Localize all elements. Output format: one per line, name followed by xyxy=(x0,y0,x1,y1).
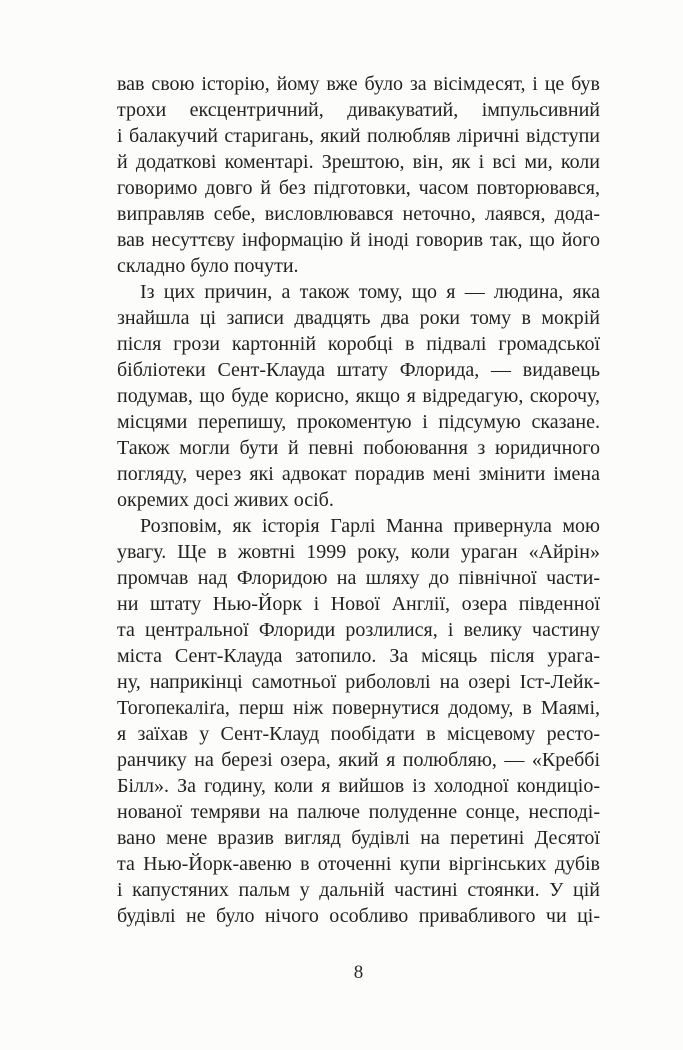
text-line: Білл». За годину, коли я вийшов із холодної кондиціо- xyxy=(117,775,600,797)
text-line: й додаткові коментарі. Зрештою, він, як і всі ми, коли xyxy=(117,151,600,173)
text-line: та Нью-Йорк-авеню в оточенні купи віргінських дубів xyxy=(117,853,600,875)
text-line: говоримо довго й без підготовки, часом повторювався, xyxy=(117,177,600,199)
text-line: вав свою історію, йому вже було за вісімдесят, і це був xyxy=(117,73,600,95)
text-line: ну, наприкінці самотньої риболовлі на озері Іст-Лейк- xyxy=(117,671,600,693)
text-line: окремих досі живих осіб. xyxy=(117,489,334,511)
text-line: нованої темряви на палюче полуденне сонце, несподі- xyxy=(117,801,600,823)
text-line: вав несуттєву інформацію й іноді говорив так, що його xyxy=(117,229,600,251)
text-line: і балакучий старигань, який полюбляв ліричні відступи xyxy=(117,125,600,147)
text-line: виправляв себе, висловлювався неточно, лаявся, дода- xyxy=(117,203,600,225)
text-line: Розповім, як історія Гарлі Манна привернула мою xyxy=(140,515,600,537)
text-line: промчав над Флоридою на шляху до північної части- xyxy=(117,567,600,589)
text-block xyxy=(117,71,600,929)
text-line: подумав, що буде корисно, якщо я відредагую, скорочу, xyxy=(117,385,600,407)
text-line: ранчику на березі озера, який я полюбляю, — «Креббі xyxy=(117,749,600,771)
text-line: я заїхав у Сент-Клауд пообідати в місцевому ресто- xyxy=(117,723,600,745)
text-line: погляду, через які адвокат порадив мені змінити імена xyxy=(117,463,600,485)
text-line: ни штату Нью-Йорк і Нової Англії, озера південної xyxy=(117,593,600,615)
text-line: міста Сент-Клауда затопило. За місяць після урага- xyxy=(117,645,600,667)
text-line: після грози картонній коробці в підвалі громадської xyxy=(117,333,600,355)
text-line: та центральної Флориди розлилися, і велику частину xyxy=(117,619,600,641)
text-line: місцями перепишу, прокоментую і підсумую сказане. xyxy=(117,411,600,433)
text-line: і капустяних пальм у дальній частині стоянки. У цій xyxy=(117,879,600,901)
text-line: знайшла ці записи двадцять два роки тому в мокрій xyxy=(117,307,600,329)
text-line: увагу. Ще в жовтні 1999 року, коли ураган «Айрін» xyxy=(117,541,600,563)
text-line: трохи ексцентричний, дивакуватий, імпульсивний xyxy=(117,99,600,121)
text-line: бібліотеки Сент-Клауда штату Флорида, — видавець xyxy=(117,359,600,381)
text-line: Із цих причин, а також тому, що я — людина, яка xyxy=(140,281,600,303)
page-number: 8 xyxy=(353,962,364,983)
text-line: вано мене вразив вигляд будівлі на перетині Десятої xyxy=(117,827,600,849)
text-line: Також могли бути й певні побоювання з юридичного xyxy=(117,437,600,459)
text-line: будівлі не було нічого особливо привабливого чи ці- xyxy=(117,905,600,927)
text-line: складно було почути. xyxy=(117,255,299,277)
text-line: Тогопекаліґа, перш ніж повернутися додому, в Маямі, xyxy=(117,697,600,719)
